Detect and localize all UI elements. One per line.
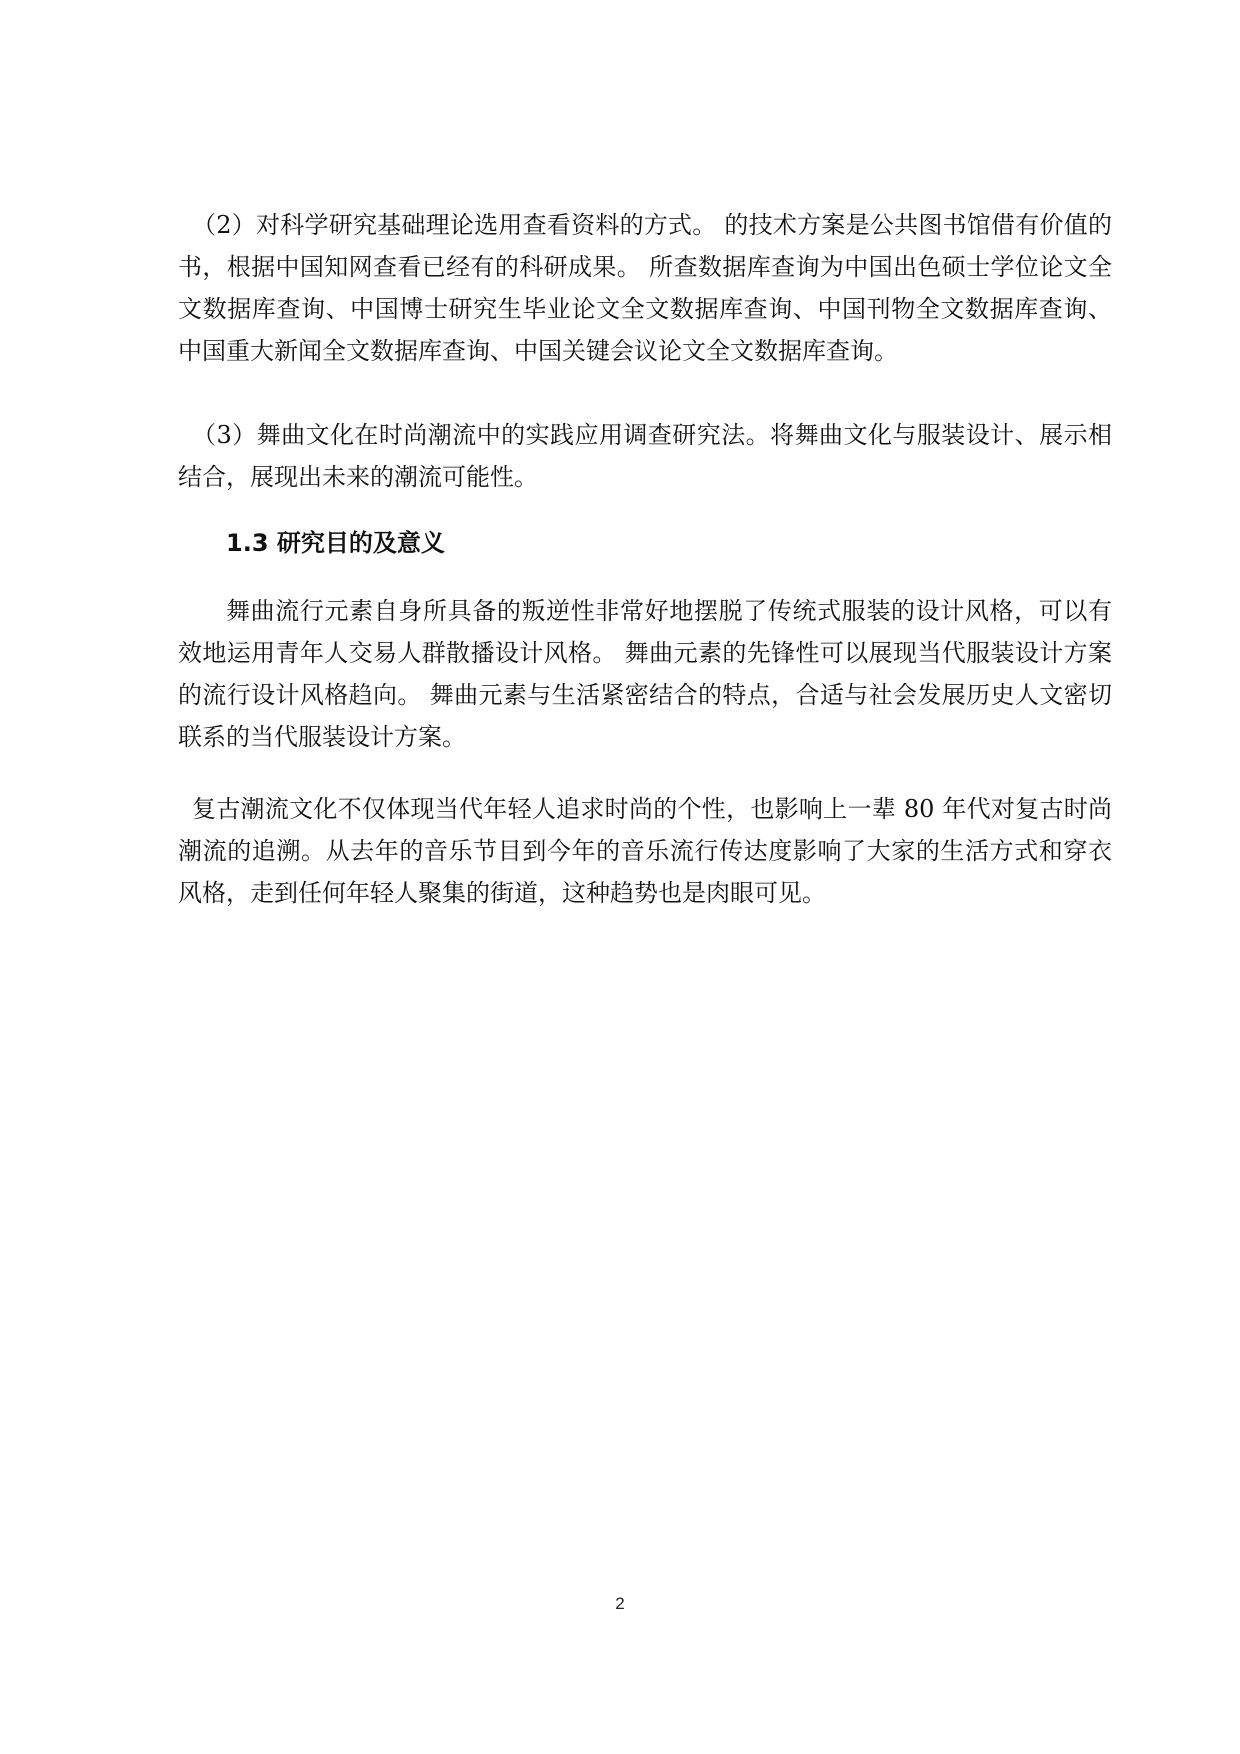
page-number: 2 bbox=[615, 1594, 625, 1613]
paragraph-research-method-3: （3）舞曲文化在时尚潮流中的实践应用调查研究法。将舞曲文化与服装设计、展示相结合，展现出未来的潮流可能性。 bbox=[178, 421, 1112, 491]
paragraph-research-method-2: （2）对科学研究基础理论选用查看资料的方式。 的技术方案是公共图书馆借有价值的书，根据中国知网查看已经有的科研成果。 所查数据库查询为中国出色硕士学位论文全文数据库查询、中国博士研究生毕业论文全文数据库查询、中国刊物全文数据库查询、中国重大新闻全文数据库查询、中国关键会议论文全文数据库查询。 bbox=[178, 211, 1112, 365]
section-heading: 1.3 研究目的及意义 bbox=[226, 529, 445, 557]
paragraph-purpose: 舞曲流行元素自身所具备的叛逆性非常好地摆脱了传统式服装的设计风格，可以有效地运用青年人交易人群散播设计风格。 舞曲元素的先锋性可以展现当代服装设计方案的流行设计风格趋向。 舞曲元素与生活紧密结合的特点，合适与社会发展历史人文密切联系的当代服装设计方案。 bbox=[178, 597, 1112, 751]
paragraph-significance: 复古潮流文化不仅体现当代年轻人追求时尚的个性，也影响上一辈 80 年代对复古时尚潮流的追溯。从去年的音乐节目到今年的音乐流行传达度影响了大家的生活方式和穿衣风格，走到任何年轻人聚集的街道，这种趋势也是肉眼可见。 bbox=[178, 795, 1112, 907]
